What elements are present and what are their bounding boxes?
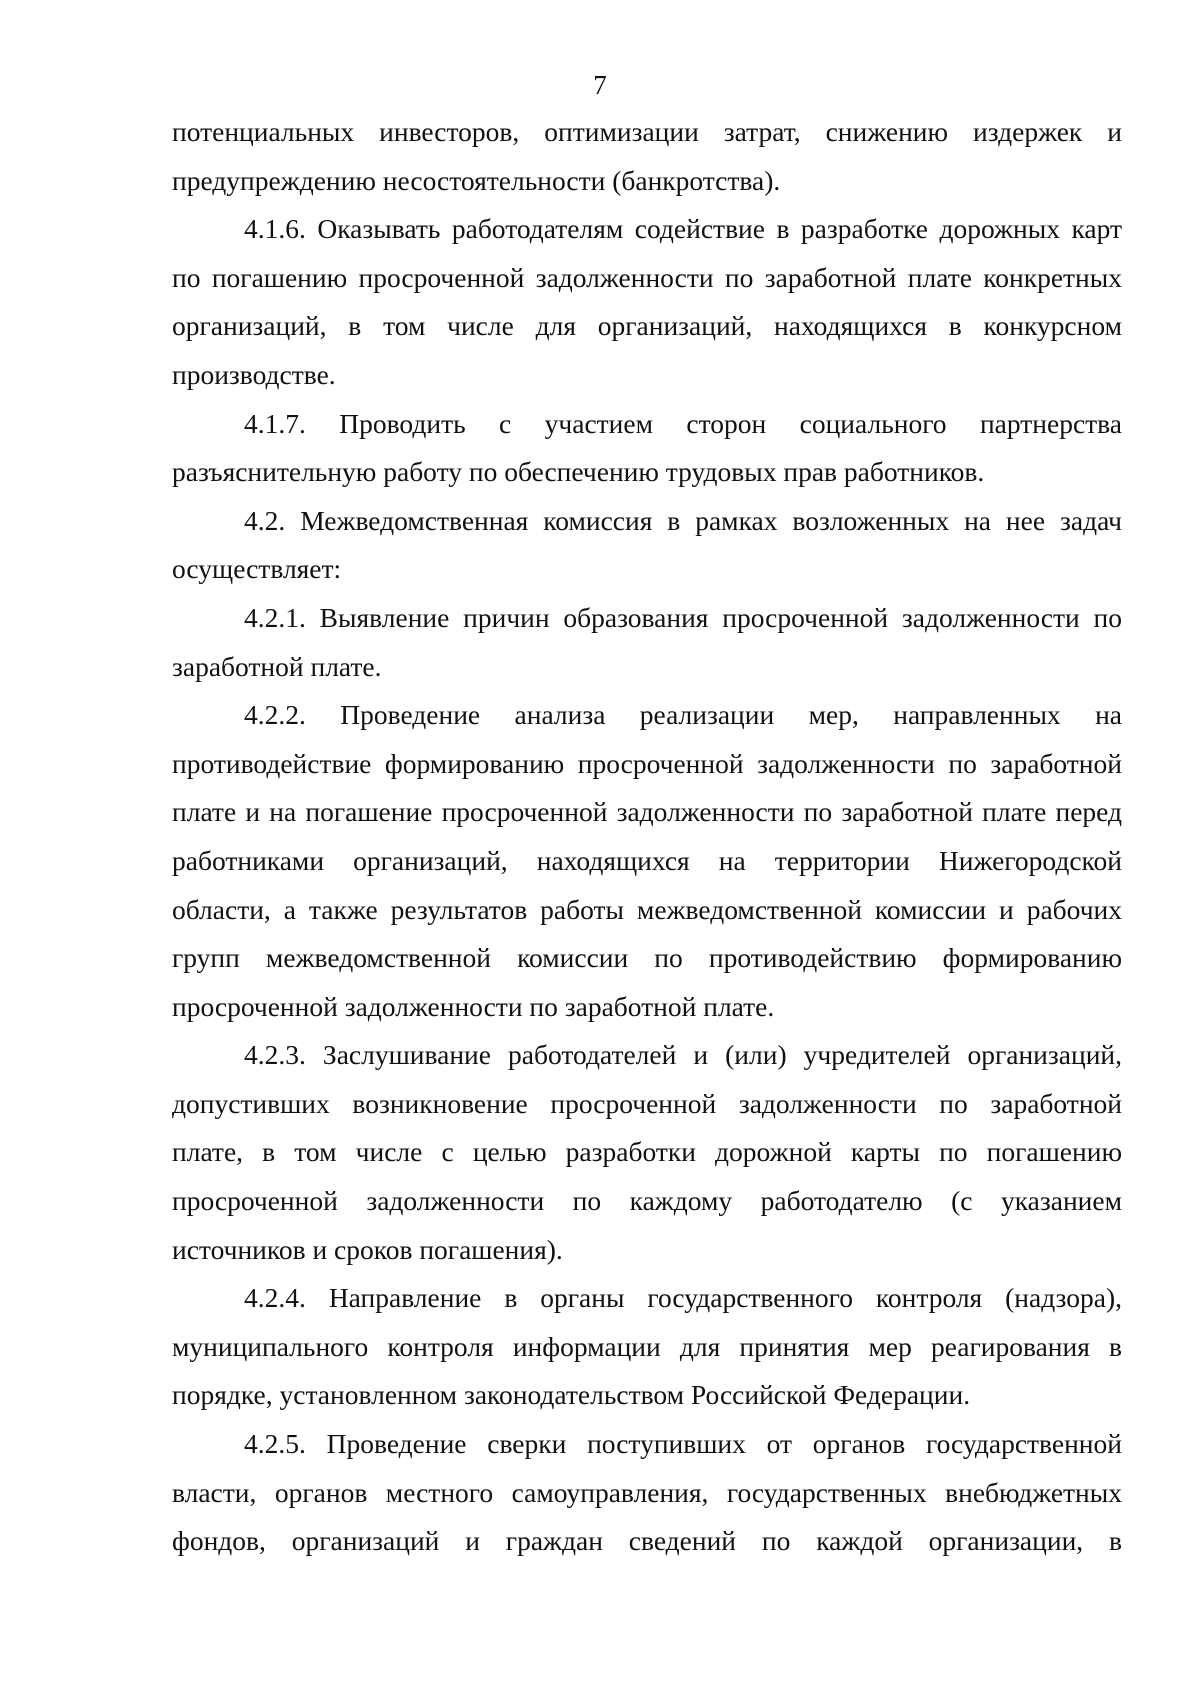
text-line: заработной плате. xyxy=(172,650,382,682)
text-line: групп межведомственной комиссии по противодействию формированию xyxy=(172,942,1122,974)
paragraph-4-2-4 xyxy=(172,1274,1122,1420)
text-line: 4.1.6. Оказывать работодателям содействие в разработке дорожных карт xyxy=(244,213,1122,245)
text-line: по погашению просроченной задолженности по заработной плате конкретных xyxy=(172,261,1122,293)
paragraph-continuation xyxy=(172,108,1122,205)
text-line: 4.2.5. Проведение сверки поступивших от органов государственной xyxy=(244,1428,1122,1460)
text-line: разъяснительную работу по обеспечению трудовых прав работников. xyxy=(172,456,985,488)
paragraph-4-1-7 xyxy=(172,400,1122,497)
text-line: просроченной задолженности по каждому работодателю (с указанием xyxy=(172,1185,1122,1217)
paragraph-4-2-3 xyxy=(172,1031,1122,1274)
text-line: 4.2.4. Направление в органы государственного контроля (надзора), xyxy=(244,1282,1122,1314)
text-line: осуществляет: xyxy=(172,553,342,585)
text-line: плате, в том числе с целью разработки дорожной карты по погашению xyxy=(172,1136,1122,1168)
text-line: организаций, в том числе для организаций, находящихся в конкурсном xyxy=(172,310,1122,342)
text-line: 4.2.2. Проведение анализа реализации мер, направленных на xyxy=(244,699,1122,731)
text-line: 4.2.3. Заслушивание работодателей и (или) учредителей организаций, xyxy=(244,1039,1122,1071)
page-number: 7 xyxy=(593,70,607,100)
text-line: плате и на погашение просроченной задолженности по заработной плате перед xyxy=(172,796,1122,828)
text-line: допустивших возникновение просроченной задолженности по заработной xyxy=(172,1087,1122,1119)
text-line: просроченной задолженности по заработной плате. xyxy=(172,990,775,1022)
text-line: фондов, организаций и граждан сведений по каждой организации, в xyxy=(172,1525,1122,1557)
text-line: потенциальных инвесторов, оптимизации затрат, снижению издержек и xyxy=(172,116,1122,147)
text-line: власти, органов местного самоуправления, государственных внебюджетных xyxy=(172,1476,1122,1508)
paragraph-4-2-5 xyxy=(172,1420,1122,1566)
text-line: работниками организаций, находящихся на территории Нижегородской xyxy=(172,844,1122,876)
text-line: 4.2. Межведомственная комиссия в рамках возложенных на нее задач xyxy=(244,504,1122,536)
text-line: предупреждению несостоятельности (банкротства). xyxy=(172,164,781,196)
text-line: производстве. xyxy=(172,358,336,390)
text-line: 4.2.1. Выявление причин образования просроченной задолженности по xyxy=(244,601,1122,633)
text-line: противодействие формированию просроченной задолженности по заработной xyxy=(172,747,1122,779)
paragraph-4-2-1 xyxy=(172,594,1122,691)
text-line: области, а также результатов работы межведомственной комиссии и рабочих xyxy=(172,893,1122,925)
text-line: муниципального контроля информации для принятия мер реагирования в xyxy=(172,1330,1122,1362)
text-line: 4.1.7. Проводить с участием сторон социального партнерства xyxy=(244,407,1122,439)
paragraph-4-1-6 xyxy=(172,205,1122,399)
text-line: источников и сроков погашения). xyxy=(172,1233,563,1265)
paragraph-4-2-2 xyxy=(172,691,1122,1031)
text-line: порядке, установленном законодательством Российской Федерации. xyxy=(172,1379,971,1411)
paragraph-4-2 xyxy=(172,497,1122,594)
document-body xyxy=(172,108,1122,1566)
